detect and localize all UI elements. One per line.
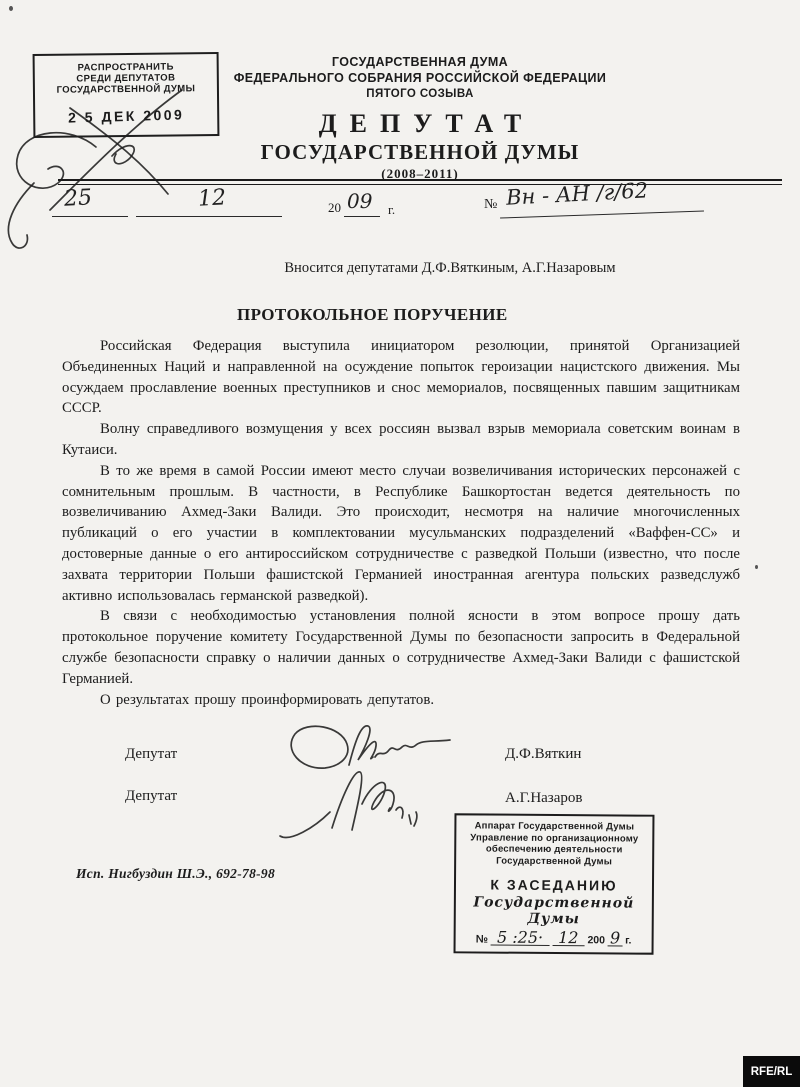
signature-label: Депутат — [125, 746, 178, 762]
letterhead-role: ДЕПУТАТ — [318, 109, 535, 138]
body-paragraph: В то же время в самой России имеют место случаи возвеличивания исторических персонажей с сомнительным прошлым. В частности, в Республике Башкортостан ведется деятельность по возвеличиванию Ахмед-Заки Валиди. Это происходит, несмотря на наличие многочисленных публикаций о его участии в комплектовании мусульманских подразделений «Ваффен-СС» и достоверные данные о его антироссийском сотрудничестве с разведкой Польши (известно, что после захвата территории Польши фашистской Германией иностранная агентура польских разведслужб активно использовалась германской разведкой). — [62, 462, 740, 604]
date-underline — [344, 215, 380, 217]
signature-label: Депутат — [125, 788, 178, 804]
rfe-rl-watermark: RFE/RL — [743, 1056, 800, 1087]
session-stamp-line: Управление по организационному — [470, 831, 639, 845]
signature-name-vyatkin: Д.Ф.Вяткин — [505, 746, 582, 762]
session-stamp-org: Государственной Думы — [473, 894, 635, 928]
distribution-stamp-line: РАСПРОСТРАНИТЬ — [77, 61, 174, 74]
printed-year-suffix: г. — [388, 202, 396, 217]
session-stamp — [454, 813, 655, 954]
scan-speck — [755, 565, 758, 569]
pen-tail-stroke-icon — [276, 808, 336, 853]
distribution-stamp-line: ГОСУДАРСТВЕННОЙ ДУМЫ — [56, 83, 196, 96]
executor-line: Исп. Нигбуздин Ш.Э., 692-78-98 — [76, 866, 276, 881]
session-stamp-line: Аппарат Государственной Думы — [474, 820, 635, 833]
date-underline — [136, 215, 282, 217]
session-handwritten-month: 12 — [552, 931, 584, 946]
letterhead — [180, 54, 660, 182]
session-handwritten-year: 9 — [609, 928, 621, 948]
number-label: № — [484, 197, 498, 212]
session-stamp-line: Государственной Думы — [496, 855, 613, 867]
document-title: ПРОТОКОЛЬНОЕ ПОРУЧЕНИЕ — [237, 305, 508, 324]
session-year-prefix: 200 — [587, 934, 606, 947]
letterhead-divider — [58, 179, 782, 185]
pen-flourish-icon — [0, 125, 116, 255]
session-stamp-line: обеспечению деятельности — [485, 843, 623, 856]
printed-year-prefix: 20 — [328, 200, 341, 215]
letterhead-years: (2008–2011) — [381, 166, 459, 181]
handwritten-day: 25 — [63, 185, 93, 212]
session-year-suffix: г. — [625, 934, 632, 947]
distribution-stamp-line: СРЕДИ ДЕПУТАТОВ — [76, 72, 176, 85]
number-underline — [500, 209, 704, 218]
letterhead-convocation: ПЯТОГО СОЗЫВА — [366, 88, 474, 100]
scan-speck — [9, 6, 13, 11]
handwritten-year: 09 — [347, 189, 373, 213]
submitted-by-line: Вносится депутатами Д.Ф.Вяткиным, А.Г.Назаровым — [284, 260, 616, 276]
session-stamp-title: К ЗАСЕДАНИЮ — [490, 876, 618, 894]
session-handwritten-number: 5 :25· — [491, 931, 549, 946]
handwritten-month: 12 — [197, 185, 227, 212]
body-paragraph: В связи с необходимостью установления полной ясности в этом вопросе прошу дать протокольное поручение комитету Государственной Думы по безопасности запросить в Федеральной службе безопасности справку о наличии данных о сотрудничестве Ахмед-Заки Валиди с фашистской Германией. — [62, 608, 740, 687]
body-paragraph: Российская Федерация выступила инициатором резолюции, принятой Организацией Объединенных Наций и направленной на осуждение попыток героизации нацистского движения. Мы осуждаем прославление военных преступников и снос мемориалов, посвященных павшим защитникам СССР. — [62, 338, 740, 417]
session-number-label: № — [475, 933, 489, 946]
letterhead-org-line1: ГОСУДАРСТВЕННАЯ ДУМА — [331, 55, 509, 69]
letterhead-role-org: ГОСУДАРСТВЕННОЙ ДУМЫ — [260, 140, 580, 164]
document-body — [62, 336, 740, 710]
date-underline — [52, 215, 128, 217]
signature-name-nazarov: А.Г.Назаров — [505, 790, 583, 806]
handwritten-number: Вн - АН /г/62 — [505, 178, 649, 210]
body-paragraph: О результатах прошу проинформировать депутатов. — [100, 691, 435, 708]
session-stamp-number-line — [459, 927, 649, 948]
body-paragraph: Волну справедливого возмущения у всех россиян вызвал взрыв мемориала советским воинам в Кутаиси. — [62, 421, 740, 458]
letterhead-org-line2: ФЕДЕРАЛЬНОГО СОБРАНИЯ РОССИЙСКОЙ ФЕДЕРАЦИИ — [233, 71, 607, 85]
distribution-stamp-date: 2 5 ДЕК 2009 — [67, 106, 185, 126]
